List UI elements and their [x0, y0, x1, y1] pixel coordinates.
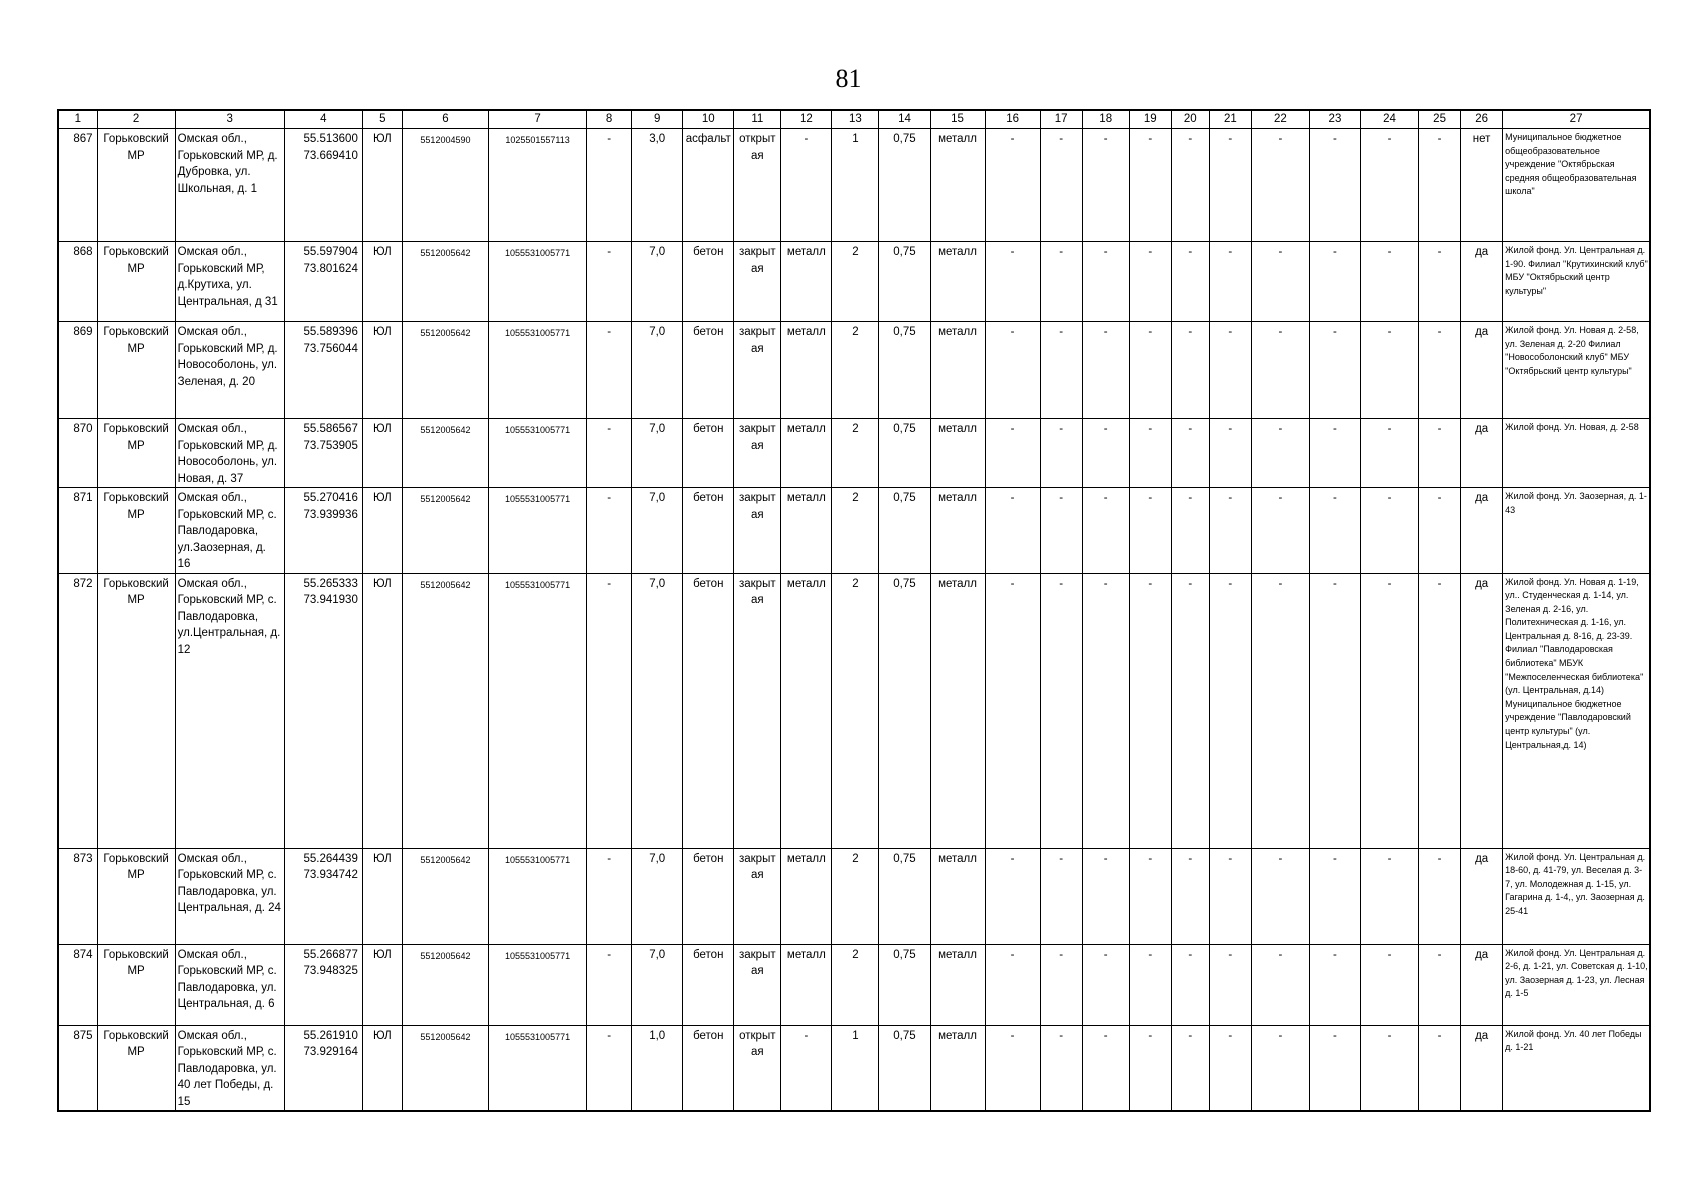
column-header-12: 12 — [781, 110, 832, 129]
cell-col-6: 5512005642 — [402, 848, 488, 944]
cell-col-5: ЮЛ — [362, 1025, 402, 1111]
cell-col-11: закрытая — [734, 242, 781, 322]
cell-col-14: 0,75 — [879, 242, 930, 322]
table-row — [58, 1025, 1650, 1111]
cell-col-15: металл — [930, 1025, 985, 1111]
column-header-16: 16 — [985, 110, 1040, 129]
cell-col-3: Омская обл., Горьковский МР, д. Новособолонь, ул. Зеленая, д. 20 — [175, 322, 284, 419]
cell-col-22: - — [1251, 129, 1309, 242]
cell-col-15: металл — [930, 129, 985, 242]
cell-col-1: 867 — [58, 129, 97, 242]
cell-col-7: 1055531005771 — [489, 573, 587, 848]
cell-col-10: асфальт — [683, 129, 734, 242]
cell-col-26: нет — [1461, 129, 1503, 242]
table-row — [58, 322, 1650, 419]
cell-col-20: - — [1171, 848, 1209, 944]
cell-col-11: открытая — [734, 1025, 781, 1111]
cell-col-14: 0,75 — [879, 419, 930, 488]
cell-col-6: 5512005642 — [402, 1025, 488, 1111]
column-header-25: 25 — [1419, 110, 1461, 129]
cell-col-15: металл — [930, 944, 985, 1025]
column-header-10: 10 — [683, 110, 734, 129]
cell-col-8: - — [587, 242, 632, 322]
cell-col-26: да — [1461, 322, 1503, 419]
cell-col-10: бетон — [683, 322, 734, 419]
cell-col-3: Омская обл., Горьковский МР, д.Крутиха, ул. Центральная, д 31 — [175, 242, 284, 322]
cell-col-5: ЮЛ — [362, 322, 402, 419]
cell-col-4: 55.586567 73.753905 — [284, 419, 362, 488]
cell-col-20: - — [1171, 419, 1209, 488]
cell-col-7: 1055531005771 — [489, 419, 587, 488]
column-header-19: 19 — [1129, 110, 1171, 129]
cell-col-18: - — [1082, 1025, 1129, 1111]
column-header-20: 20 — [1171, 110, 1209, 129]
cell-col-1: 874 — [58, 944, 97, 1025]
cell-col-24: - — [1360, 242, 1418, 322]
cell-col-17: - — [1040, 129, 1082, 242]
cell-col-22: - — [1251, 419, 1309, 488]
cell-col-20: - — [1171, 242, 1209, 322]
cell-col-4: 55.264439 73.934742 — [284, 848, 362, 944]
registry-table — [57, 109, 1651, 1112]
cell-col-14: 0,75 — [879, 848, 930, 944]
cell-col-23: - — [1309, 944, 1360, 1025]
cell-col-26: да — [1461, 419, 1503, 488]
cell-col-17: - — [1040, 488, 1082, 574]
cell-col-20: - — [1171, 488, 1209, 574]
cell-col-25: - — [1419, 944, 1461, 1025]
cell-col-24: - — [1360, 944, 1418, 1025]
cell-col-16: - — [985, 129, 1040, 242]
cell-col-18: - — [1082, 322, 1129, 419]
cell-col-23: - — [1309, 242, 1360, 322]
cell-col-27: Жилой фонд. Ул. Центральная д. 1-90. Филиал "Крутихинский клуб" МБУ "Октябрьский центр культуры" — [1503, 242, 1650, 322]
cell-col-19: - — [1129, 488, 1171, 574]
cell-col-23: - — [1309, 322, 1360, 419]
cell-col-17: - — [1040, 322, 1082, 419]
cell-col-4: 55.589396 73.756044 — [284, 322, 362, 419]
column-header-18: 18 — [1082, 110, 1129, 129]
column-header-22: 22 — [1251, 110, 1309, 129]
cell-col-21: - — [1209, 573, 1251, 848]
cell-col-18: - — [1082, 573, 1129, 848]
cell-col-22: - — [1251, 944, 1309, 1025]
cell-col-5: ЮЛ — [362, 419, 402, 488]
column-header-24: 24 — [1360, 110, 1418, 129]
cell-col-9: 7,0 — [632, 488, 683, 574]
cell-col-16: - — [985, 944, 1040, 1025]
cell-col-2: Горьковский МР — [97, 419, 175, 488]
cell-col-7: 1025501557113 — [489, 129, 587, 242]
cell-col-2: Горьковский МР — [97, 848, 175, 944]
cell-col-6: 5512005642 — [402, 322, 488, 419]
table-row — [58, 944, 1650, 1025]
cell-col-2: Горьковский МР — [97, 242, 175, 322]
cell-col-19: - — [1129, 242, 1171, 322]
cell-col-17: - — [1040, 419, 1082, 488]
cell-col-9: 7,0 — [632, 242, 683, 322]
cell-col-23: - — [1309, 129, 1360, 242]
cell-col-23: - — [1309, 1025, 1360, 1111]
cell-col-21: - — [1209, 848, 1251, 944]
cell-col-21: - — [1209, 322, 1251, 419]
cell-col-13: 1 — [832, 1025, 879, 1111]
cell-col-24: - — [1360, 573, 1418, 848]
cell-col-16: - — [985, 573, 1040, 848]
cell-col-17: - — [1040, 848, 1082, 944]
cell-col-25: - — [1419, 129, 1461, 242]
cell-col-20: - — [1171, 129, 1209, 242]
cell-col-26: да — [1461, 848, 1503, 944]
cell-col-4: 55.265333 73.941930 — [284, 573, 362, 848]
column-header-21: 21 — [1209, 110, 1251, 129]
cell-col-4: 55.270416 73.939936 — [284, 488, 362, 574]
cell-col-17: - — [1040, 1025, 1082, 1111]
cell-col-6: 5512005642 — [402, 419, 488, 488]
cell-col-11: закрытая — [734, 322, 781, 419]
cell-col-12: металл — [781, 488, 832, 574]
cell-col-22: - — [1251, 573, 1309, 848]
cell-col-2: Горьковский МР — [97, 1025, 175, 1111]
cell-col-16: - — [985, 419, 1040, 488]
cell-col-7: 1055531005771 — [489, 242, 587, 322]
cell-col-3: Омская обл., Горьковский МР, д. Новособолонь, ул. Новая, д. 37 — [175, 419, 284, 488]
cell-col-24: - — [1360, 1025, 1418, 1111]
cell-col-22: - — [1251, 1025, 1309, 1111]
table-row — [58, 488, 1650, 574]
cell-col-27: Муниципальное бюджетное общеобразовательное учреждение "Октябрьская средняя общеобразовательная школа" — [1503, 129, 1650, 242]
cell-col-15: металл — [930, 419, 985, 488]
cell-col-15: металл — [930, 488, 985, 574]
cell-col-13: 2 — [832, 322, 879, 419]
cell-col-27: Жилой фонд. Ул. Центральная д. 18-60, д. 41-79, ул. Веселая д. 3-7, ул. Молодежная д. 1-15, ул. Гагарина д. 1-4,, ул. Заозерная д. 25-41 — [1503, 848, 1650, 944]
cell-col-3: Омская обл., Горьковский МР, с. Павлодаровка, ул.Центральная, д. 12 — [175, 573, 284, 848]
cell-col-11: закрытая — [734, 573, 781, 848]
cell-col-6: 5512004590 — [402, 129, 488, 242]
cell-col-21: - — [1209, 242, 1251, 322]
cell-col-19: - — [1129, 848, 1171, 944]
cell-col-14: 0,75 — [879, 1025, 930, 1111]
cell-col-5: ЮЛ — [362, 573, 402, 848]
column-header-5: 5 — [362, 110, 402, 129]
cell-col-5: ЮЛ — [362, 848, 402, 944]
cell-col-1: 869 — [58, 322, 97, 419]
cell-col-9: 7,0 — [632, 419, 683, 488]
cell-col-3: Омская обл., Горьковский МР, с. Павлодаровка, ул.Заозерная, д. 16 — [175, 488, 284, 574]
cell-col-12: металл — [781, 419, 832, 488]
column-header-6: 6 — [402, 110, 488, 129]
cell-col-18: - — [1082, 944, 1129, 1025]
cell-col-15: металл — [930, 322, 985, 419]
cell-col-9: 7,0 — [632, 848, 683, 944]
cell-col-6: 5512005642 — [402, 573, 488, 848]
cell-col-4: 55.266877 73.948325 — [284, 944, 362, 1025]
cell-col-27: Жилой фонд. Ул. Новая, д. 2-58 — [1503, 419, 1650, 488]
cell-col-21: - — [1209, 419, 1251, 488]
cell-col-14: 0,75 — [879, 944, 930, 1025]
cell-col-25: - — [1419, 1025, 1461, 1111]
page-number: 81 — [835, 64, 862, 93]
cell-col-18: - — [1082, 419, 1129, 488]
cell-col-10: бетон — [683, 944, 734, 1025]
cell-col-24: - — [1360, 488, 1418, 574]
cell-col-1: 875 — [58, 1025, 97, 1111]
cell-col-15: металл — [930, 848, 985, 944]
cell-col-27: Жилой фонд. Ул. Центральная д. 2-6, д. 1-21, ул. Советская д. 1-10, ул. Заозерная д. 1-23, ул. Лесная д. 1-5 — [1503, 944, 1650, 1025]
cell-col-27: Жилой фонд. Ул. Новая д. 1-19, ул.. Студенческая д. 1-14, ул. Зеленая д. 2-16, ул. Политехническая д. 1-16, ул. Центральная д. 8-16, д. 23-39. Филиал "Павлодаровская библиотека" МБУК "Межпоселенческая библиотека" (ул. Центральная, д.14) Муниципальное бюджетное учреждение "Павлодаровский центр культуры" (ул. Центральная,д. 14) — [1503, 573, 1650, 848]
cell-col-14: 0,75 — [879, 573, 930, 848]
cell-col-22: - — [1251, 488, 1309, 574]
cell-col-10: бетон — [683, 848, 734, 944]
column-header-23: 23 — [1309, 110, 1360, 129]
column-header-15: 15 — [930, 110, 985, 129]
cell-col-8: - — [587, 488, 632, 574]
cell-col-25: - — [1419, 322, 1461, 419]
cell-col-19: - — [1129, 573, 1171, 848]
cell-col-1: 872 — [58, 573, 97, 848]
cell-col-13: 2 — [832, 573, 879, 848]
cell-col-8: - — [587, 848, 632, 944]
cell-col-21: - — [1209, 1025, 1251, 1111]
cell-col-1: 870 — [58, 419, 97, 488]
cell-col-1: 868 — [58, 242, 97, 322]
column-header-13: 13 — [832, 110, 879, 129]
cell-col-24: - — [1360, 129, 1418, 242]
cell-col-8: - — [587, 1025, 632, 1111]
column-header-14: 14 — [879, 110, 930, 129]
cell-col-7: 1055531005771 — [489, 488, 587, 574]
cell-col-10: бетон — [683, 242, 734, 322]
cell-col-26: да — [1461, 1025, 1503, 1111]
cell-col-21: - — [1209, 944, 1251, 1025]
cell-col-7: 1055531005771 — [489, 1025, 587, 1111]
cell-col-18: - — [1082, 488, 1129, 574]
cell-col-2: Горьковский МР — [97, 944, 175, 1025]
cell-col-24: - — [1360, 848, 1418, 944]
cell-col-23: - — [1309, 488, 1360, 574]
cell-col-12: металл — [781, 322, 832, 419]
cell-col-11: открытая — [734, 129, 781, 242]
cell-col-14: 0,75 — [879, 322, 930, 419]
cell-col-9: 7,0 — [632, 944, 683, 1025]
table-row — [58, 129, 1650, 242]
cell-col-20: - — [1171, 573, 1209, 848]
cell-col-16: - — [985, 242, 1040, 322]
cell-col-21: - — [1209, 129, 1251, 242]
table-row — [58, 573, 1650, 848]
cell-col-27: Жилой фонд. Ул. Новая д. 2-58, ул. Зеленая д. 2-20 Филиал "Новособолонский клуб" МБУ "Октябрьский центр культуры" — [1503, 322, 1650, 419]
cell-col-16: - — [985, 848, 1040, 944]
cell-col-22: - — [1251, 848, 1309, 944]
cell-col-19: - — [1129, 322, 1171, 419]
cell-col-11: закрытая — [734, 848, 781, 944]
cell-col-8: - — [587, 322, 632, 419]
cell-col-10: бетон — [683, 573, 734, 848]
cell-col-12: металл — [781, 944, 832, 1025]
cell-col-7: 1055531005771 — [489, 848, 587, 944]
cell-col-1: 871 — [58, 488, 97, 574]
cell-col-16: - — [985, 1025, 1040, 1111]
cell-col-3: Омская обл., Горьковский МР, с. Павлодаровка, ул. Центральная, д. 24 — [175, 848, 284, 944]
column-header-1: 1 — [58, 110, 97, 129]
cell-col-4: 55.513600 73.669410 — [284, 129, 362, 242]
cell-col-4: 55.597904 73.801624 — [284, 242, 362, 322]
cell-col-13: 2 — [832, 848, 879, 944]
column-header-9: 9 — [632, 110, 683, 129]
cell-col-25: - — [1419, 488, 1461, 574]
cell-col-19: - — [1129, 1025, 1171, 1111]
cell-col-7: 1055531005771 — [489, 322, 587, 419]
cell-col-26: да — [1461, 242, 1503, 322]
column-header-11: 11 — [734, 110, 781, 129]
cell-col-13: 2 — [832, 944, 879, 1025]
column-header-2: 2 — [97, 110, 175, 129]
table-row — [58, 242, 1650, 322]
cell-col-12: металл — [781, 573, 832, 848]
cell-col-2: Горьковский МР — [97, 129, 175, 242]
cell-col-8: - — [587, 573, 632, 848]
cell-col-19: - — [1129, 129, 1171, 242]
cell-col-7: 1055531005771 — [489, 944, 587, 1025]
cell-col-16: - — [985, 322, 1040, 419]
cell-col-23: - — [1309, 419, 1360, 488]
cell-col-9: 7,0 — [632, 573, 683, 848]
cell-col-5: ЮЛ — [362, 944, 402, 1025]
column-header-17: 17 — [1040, 110, 1082, 129]
cell-col-18: - — [1082, 242, 1129, 322]
cell-col-23: - — [1309, 848, 1360, 944]
cell-col-24: - — [1360, 419, 1418, 488]
table-row — [58, 848, 1650, 944]
cell-col-24: - — [1360, 322, 1418, 419]
cell-col-25: - — [1419, 242, 1461, 322]
cell-col-12: металл — [781, 848, 832, 944]
cell-col-5: ЮЛ — [362, 242, 402, 322]
cell-col-1: 873 — [58, 848, 97, 944]
cell-col-6: 5512005642 — [402, 488, 488, 574]
cell-col-14: 0,75 — [879, 129, 930, 242]
cell-col-8: - — [587, 944, 632, 1025]
cell-col-22: - — [1251, 242, 1309, 322]
cell-col-21: - — [1209, 488, 1251, 574]
cell-col-10: бетон — [683, 419, 734, 488]
cell-col-10: бетон — [683, 1025, 734, 1111]
cell-col-5: ЮЛ — [362, 488, 402, 574]
cell-col-6: 5512005642 — [402, 944, 488, 1025]
cell-col-26: да — [1461, 488, 1503, 574]
cell-col-26: да — [1461, 944, 1503, 1025]
cell-col-12: - — [781, 129, 832, 242]
cell-col-13: 1 — [832, 129, 879, 242]
cell-col-20: - — [1171, 322, 1209, 419]
cell-col-13: 2 — [832, 419, 879, 488]
column-header-27: 27 — [1503, 110, 1650, 129]
cell-col-2: Горьковский МР — [97, 488, 175, 574]
cell-col-26: да — [1461, 573, 1503, 848]
column-header-7: 7 — [489, 110, 587, 129]
cell-col-19: - — [1129, 944, 1171, 1025]
column-header-3: 3 — [175, 110, 284, 129]
cell-col-15: металл — [930, 573, 985, 848]
cell-col-19: - — [1129, 419, 1171, 488]
cell-col-9: 3,0 — [632, 129, 683, 242]
cell-col-17: - — [1040, 944, 1082, 1025]
header-row — [58, 110, 1650, 129]
cell-col-3: Омская обл., Горьковский МР, д. Дубровка, ул. Школьная, д. 1 — [175, 129, 284, 242]
cell-col-9: 7,0 — [632, 322, 683, 419]
cell-col-18: - — [1082, 848, 1129, 944]
cell-col-2: Горьковский МР — [97, 573, 175, 848]
cell-col-13: 2 — [832, 242, 879, 322]
cell-col-8: - — [587, 129, 632, 242]
cell-col-2: Горьковский МР — [97, 322, 175, 419]
cell-col-11: закрытая — [734, 488, 781, 574]
cell-col-27: Жилой фонд. Ул. 40 лет Победы д. 1-21 — [1503, 1025, 1650, 1111]
cell-col-25: - — [1419, 848, 1461, 944]
cell-col-10: бетон — [683, 488, 734, 574]
cell-col-27: Жилой фонд. Ул. Заозерная, д. 1-43 — [1503, 488, 1650, 574]
cell-col-18: - — [1082, 129, 1129, 242]
cell-col-6: 5512005642 — [402, 242, 488, 322]
cell-col-3: Омская обл., Горьковский МР, с. Павлодаровка, ул. Центральная, д. 6 — [175, 944, 284, 1025]
cell-col-15: металл — [930, 242, 985, 322]
cell-col-4: 55.261910 73.929164 — [284, 1025, 362, 1111]
cell-col-5: ЮЛ — [362, 129, 402, 242]
cell-col-11: закрытая — [734, 944, 781, 1025]
cell-col-12: - — [781, 1025, 832, 1111]
column-header-26: 26 — [1461, 110, 1503, 129]
cell-col-20: - — [1171, 1025, 1209, 1111]
cell-col-12: металл — [781, 242, 832, 322]
cell-col-25: - — [1419, 419, 1461, 488]
cell-col-22: - — [1251, 322, 1309, 419]
column-header-4: 4 — [284, 110, 362, 129]
cell-col-17: - — [1040, 242, 1082, 322]
table-row — [58, 419, 1650, 488]
cell-col-13: 2 — [832, 488, 879, 574]
cell-col-25: - — [1419, 573, 1461, 848]
column-header-8: 8 — [587, 110, 632, 129]
cell-col-20: - — [1171, 944, 1209, 1025]
cell-col-17: - — [1040, 573, 1082, 848]
cell-col-8: - — [587, 419, 632, 488]
cell-col-14: 0,75 — [879, 488, 930, 574]
cell-col-23: - — [1309, 573, 1360, 848]
cell-col-3: Омская обл., Горьковский МР, с. Павлодаровка, ул. 40 лет Победы, д. 15 — [175, 1025, 284, 1111]
cell-col-16: - — [985, 488, 1040, 574]
cell-col-11: закрытая — [734, 419, 781, 488]
cell-col-9: 1,0 — [632, 1025, 683, 1111]
